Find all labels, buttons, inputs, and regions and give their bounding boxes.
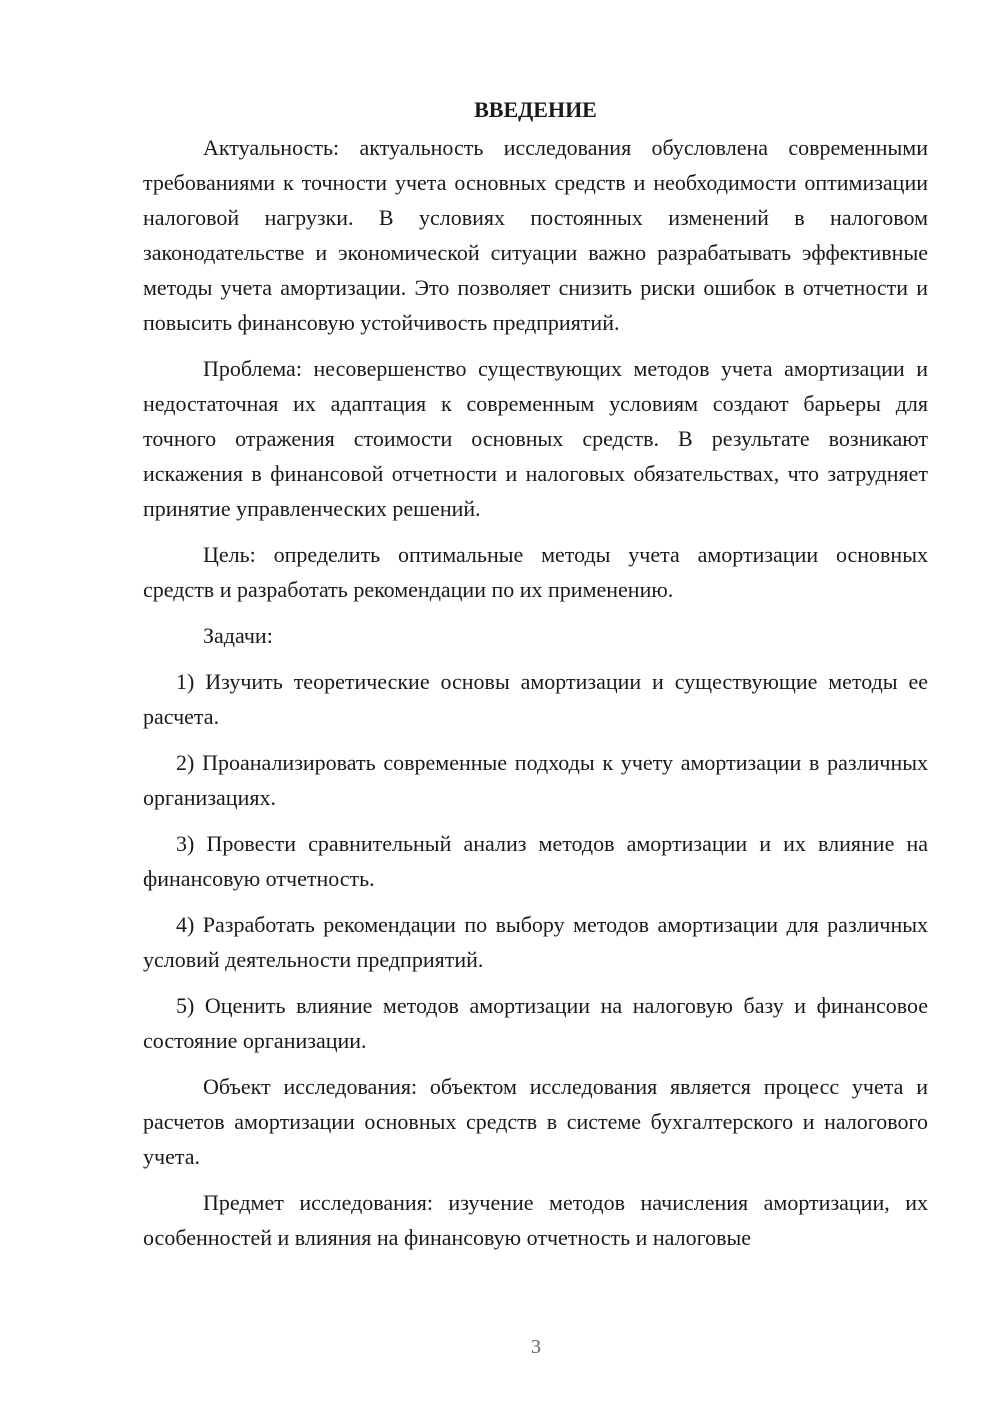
paragraph-problem: Проблема: несовершенство существующих методов учета амортизации и недостаточная их адаптация к современным условиям создают барьеры для точного отражения стоимости основных средств. В результате возникают искажения в финансовой отчетности и налоговых обязательствах, что затрудняет принятие управленческих решений. bbox=[143, 356, 928, 521]
page-number: 3 bbox=[531, 1336, 541, 1358]
task-item-5: 5) Оценить влияние методов амортизации на налоговую базу и финансовое состояние организации. bbox=[143, 993, 928, 1053]
task-item-3: 3) Провести сравнительный анализ методов амортизации и их влияние на финансовую отчетность. bbox=[143, 831, 928, 891]
tasks-label: Задачи: bbox=[203, 623, 273, 648]
paragraph-goal: Цель: определить оптимальные методы учета амортизации основных средств и разработать рекомендации по их применению. bbox=[143, 542, 928, 602]
paragraph-object: Объект исследования: объектом исследования является процесс учета и расчетов амортизации основных средств в системе бухгалтерского и налогового учета. bbox=[143, 1074, 928, 1169]
paragraph-subject: Предмет исследования: изучение методов начисления амортизации, их особенностей и влияния на финансовую отчетность и налоговые bbox=[143, 1190, 928, 1250]
task-item-4: 4) Разработать рекомендации по выбору методов амортизации для различных условий деятельности предприятий. bbox=[143, 912, 928, 972]
task-item-2: 2) Проанализировать современные подходы к учету амортизации в различных организациях. bbox=[143, 750, 928, 810]
task-item-1: 1) Изучить теоретические основы амортизации и существующие методы ее расчета. bbox=[143, 669, 928, 729]
paragraph-relevance: Актуальность: актуальность исследования обусловлена современными требованиями к точности учета основных средств и необходимости оптимизации налоговой нагрузки. В условиях постоянных изменений в налоговом законодательстве и экономической ситуации важно разрабатывать эффективные методы учета амортизации. Это позволяет снизить риски ошибок в отчетности и повысить финансовую устойчивость предприятий. bbox=[143, 135, 928, 335]
page-content bbox=[143, 92, 928, 1266]
section-heading: ВВЕДЕНИЕ bbox=[474, 97, 597, 122]
